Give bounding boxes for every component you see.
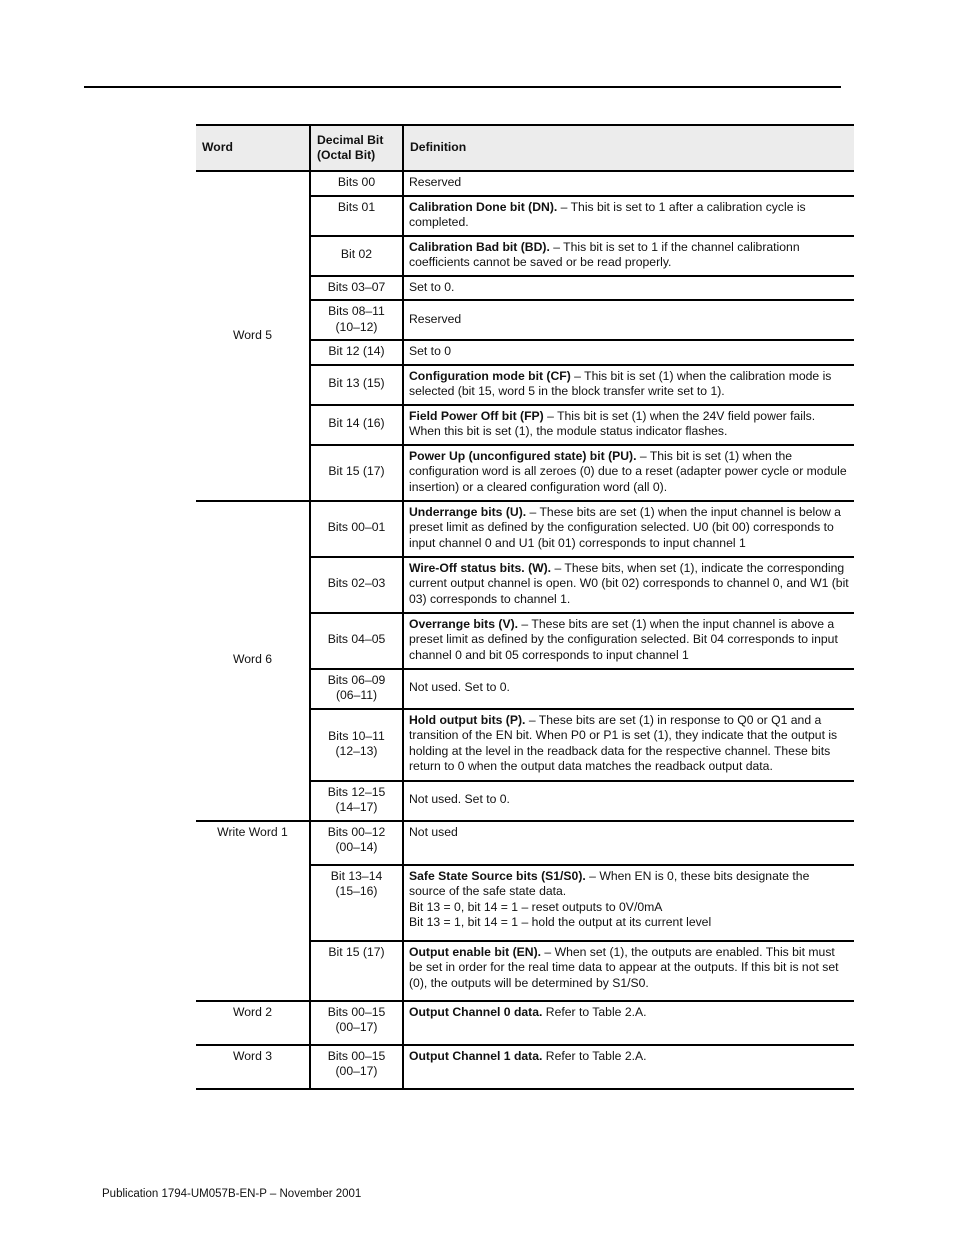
bit-cell: Bit 14 (16) — [310, 405, 403, 445]
definition-cell: Output enable bit (EN). – When set (1), the outputs are enabled. This bit must be set in order for the real time data to appear at the outputs. If this bit is not set (0), the outputs will be determined by S1/S0. — [403, 941, 854, 1001]
bit-cell: Bits 04–05 — [310, 613, 403, 669]
definition-cell: Power Up (unconfigured state) bit (PU). – This bit is set (1) when the configuration word is all zeroes (0) due to a reset (adapter power cycle or module insertion) or a cleared configuration word (all 0). — [403, 445, 854, 501]
definition-cell: Reserved — [403, 171, 854, 196]
bit-cell: Bits 00 — [310, 171, 403, 196]
definition-cell: Output Channel 1 data. Refer to Table 2.A. — [403, 1045, 854, 1089]
bit-cell: Bit 15 (17) — [310, 941, 403, 1001]
definition-cell: Configuration mode bit (CF) – This bit is set (1) when the calibration mode is selected (bit 15, word 5 in the block transfer write set to 1). — [403, 365, 854, 405]
word-6-label: Word 6 — [196, 501, 310, 821]
definition-cell: Hold output bits (P). – These bits are set (1) in response to Q0 or Q1 and a transition of the EN bit. When P0 or P1 is set (1), they indicate that the output is holding at the level in the readback data for the respective channel. These bits return to 0 when the output data matches the readback output data. — [403, 709, 854, 781]
definition-cell: Safe State Source bits (S1/S0). – When EN is 0, these bits designate the source of the safe state data. Bit 13 = 0, bit 14 = 1 – reset outputs to 0V/0mA Bit 13 = 1, bit 14 = 1 – hold the output at its current level — [403, 865, 854, 941]
definition-cell: Output Channel 0 data. Refer to Table 2.A. — [403, 1001, 854, 1045]
definition-cell: Reserved — [403, 300, 854, 340]
table-row — [196, 1045, 854, 1089]
definition-cell: Underrange bits (U). – These bits are set (1) when the input channel is below a preset limit as defined by the configuration selected. U0 (bit 00) corresponds to input channel 0 and U1 (bit 01) corresponds to input channel 1 — [403, 501, 854, 557]
bit-cell: Bits 03–07 — [310, 276, 403, 301]
bit-cell: Bits 02–03 — [310, 557, 403, 613]
definition-cell: Not used. Set to 0. — [403, 669, 854, 709]
bit-cell: Bits 10–11 (12–13) — [310, 709, 403, 781]
table-header-row — [196, 125, 854, 171]
bit-cell: Bits 08–11 (10–12) — [310, 300, 403, 340]
word-3-label: Word 3 — [196, 1045, 310, 1089]
bit-cell: Bits 00–15 (00–17) — [310, 1045, 403, 1089]
bit-cell: Bits 00–12 (00–14) — [310, 821, 403, 865]
bit-definition-table — [196, 124, 854, 1090]
bit-cell: Bits 06–09 (06–11) — [310, 669, 403, 709]
bit-cell: Bits 00–15 (00–17) — [310, 1001, 403, 1045]
definition-cell: Field Power Off bit (FP) – This bit is set (1) when the 24V field power fails. When this bit is set (1), the module status indicator flashes. — [403, 405, 854, 445]
definition-cell: Set to 0. — [403, 276, 854, 301]
table-row — [196, 821, 854, 865]
table-row — [196, 1001, 854, 1045]
definition-cell: Set to 0 — [403, 340, 854, 365]
definition-cell: Calibration Done bit (DN). – This bit is set to 1 after a calibration cycle is completed. — [403, 196, 854, 236]
write-word-1-label: Write Word 1 — [196, 821, 310, 1001]
word-5-label: Word 5 — [196, 171, 310, 501]
bit-cell: Bit 13 (15) — [310, 365, 403, 405]
publication-footer: Publication 1794-UM057B-EN-P – November 2001 — [102, 1188, 362, 1200]
header-decimal-bit: Decimal Bit (Octal Bit) — [310, 125, 403, 171]
definition-cell: Not used. Set to 0. — [403, 781, 854, 821]
definition-cell: Overrange bits (V). – These bits are set (1) when the input channel is above a preset limit as defined by the configuration selected. Bit 04 corresponds to input channel 0 and bit 05 corresponds to input channel 1 — [403, 613, 854, 669]
top-rule — [84, 86, 841, 88]
definition-cell: Not used — [403, 821, 854, 865]
bit-cell: Bit 02 — [310, 236, 403, 276]
header-definition: Definition — [403, 125, 854, 171]
definition-cell: Wire-Off status bits. (W). – These bits, when set (1), indicate the corresponding current output channel is open. W0 (bit 02) corresponds to channel 0, and W1 (bit 03) corresponds to channel 1. — [403, 557, 854, 613]
bit-cell: Bit 13–14 (15–16) — [310, 865, 403, 941]
definition-cell: Calibration Bad bit (BD). – This bit is set to 1 if the channel calibrationn coefficients cannot be saved or be read properly. — [403, 236, 854, 276]
bit-cell: Bits 00–01 — [310, 501, 403, 557]
header-word: Word — [196, 125, 310, 171]
table-row — [196, 171, 854, 196]
word-2-label: Word 2 — [196, 1001, 310, 1045]
bit-cell: Bits 01 — [310, 196, 403, 236]
bit-cell: Bit 15 (17) — [310, 445, 403, 501]
bit-cell: Bits 12–15 (14–17) — [310, 781, 403, 821]
bit-cell: Bit 12 (14) — [310, 340, 403, 365]
table-row — [196, 501, 854, 557]
